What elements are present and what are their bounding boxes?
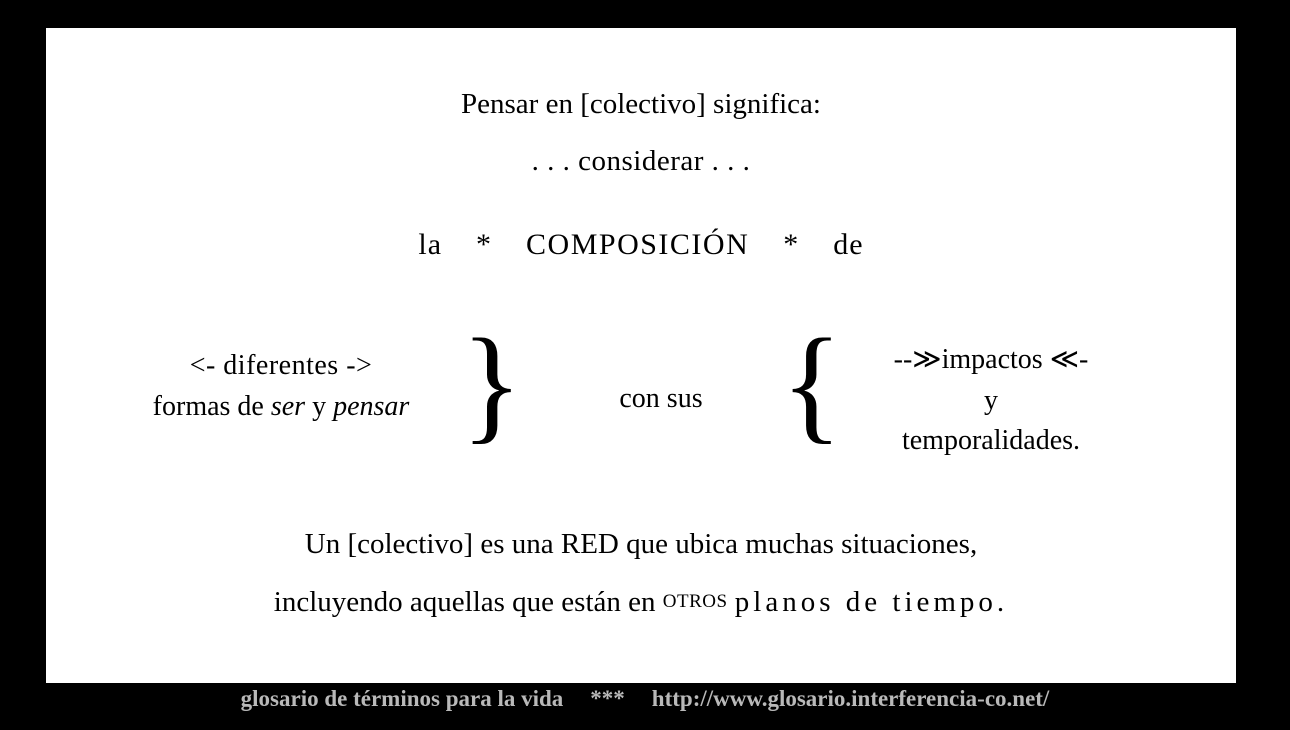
asterisk-left: * <box>476 228 493 261</box>
left-block-line-2-pre: formas de <box>152 390 271 422</box>
footer-credit-text: glosario de términos para la vida <box>240 686 564 711</box>
incluyendo-spaced-text: planos de tiempo. <box>734 586 1009 618</box>
body-line-incluyendo <box>46 586 1236 619</box>
slide-card <box>46 28 1236 683</box>
incluyendo-prefix: incluyendo aquellas que están en <box>273 586 663 618</box>
heading-line-considerar: . . . considerar . . . <box>531 145 751 177</box>
incluyendo-smallcaps-otros: OTROS <box>662 591 728 612</box>
heading-line-composicion <box>46 228 1236 262</box>
asterisk-right: * <box>783 228 800 261</box>
footer-credit-bar <box>0 686 1290 712</box>
left-block-emphasis-pensar: pensar <box>333 390 410 422</box>
composicion-prefix: la <box>418 228 443 261</box>
right-curly-brace-icon: } <box>461 313 523 455</box>
right-block-line-1: --≫impactos ≪- <box>893 344 1089 375</box>
middle-row <box>46 313 1236 493</box>
right-block-line-2: y <box>984 384 998 416</box>
footer-separator: *** <box>590 686 625 711</box>
body-line-red: Un [colectivo] es una RED que ubica muchas situaciones, <box>304 528 978 560</box>
left-block-line-2 <box>101 387 461 428</box>
composicion-word: COMPOSICIÓN <box>526 228 750 261</box>
left-curly-brace-icon: { <box>781 313 843 455</box>
middle-label-con-sus: con sus <box>619 383 703 414</box>
composicion-suffix: de <box>833 228 864 261</box>
left-block-line-1: <- diferentes -> <box>189 350 373 381</box>
right-text-block <box>836 340 1146 462</box>
heading-line-pensar: Pensar en [colectivo] significa: <box>461 88 821 120</box>
right-block-line-3: temporalidades. <box>901 425 1081 457</box>
left-text-block <box>101 346 461 427</box>
left-block-line-2-mid: y <box>305 390 334 422</box>
footer-url[interactable]: http://www.glosario.interferencia-co.net/ <box>651 686 1050 711</box>
left-block-emphasis-ser: ser <box>270 390 306 422</box>
